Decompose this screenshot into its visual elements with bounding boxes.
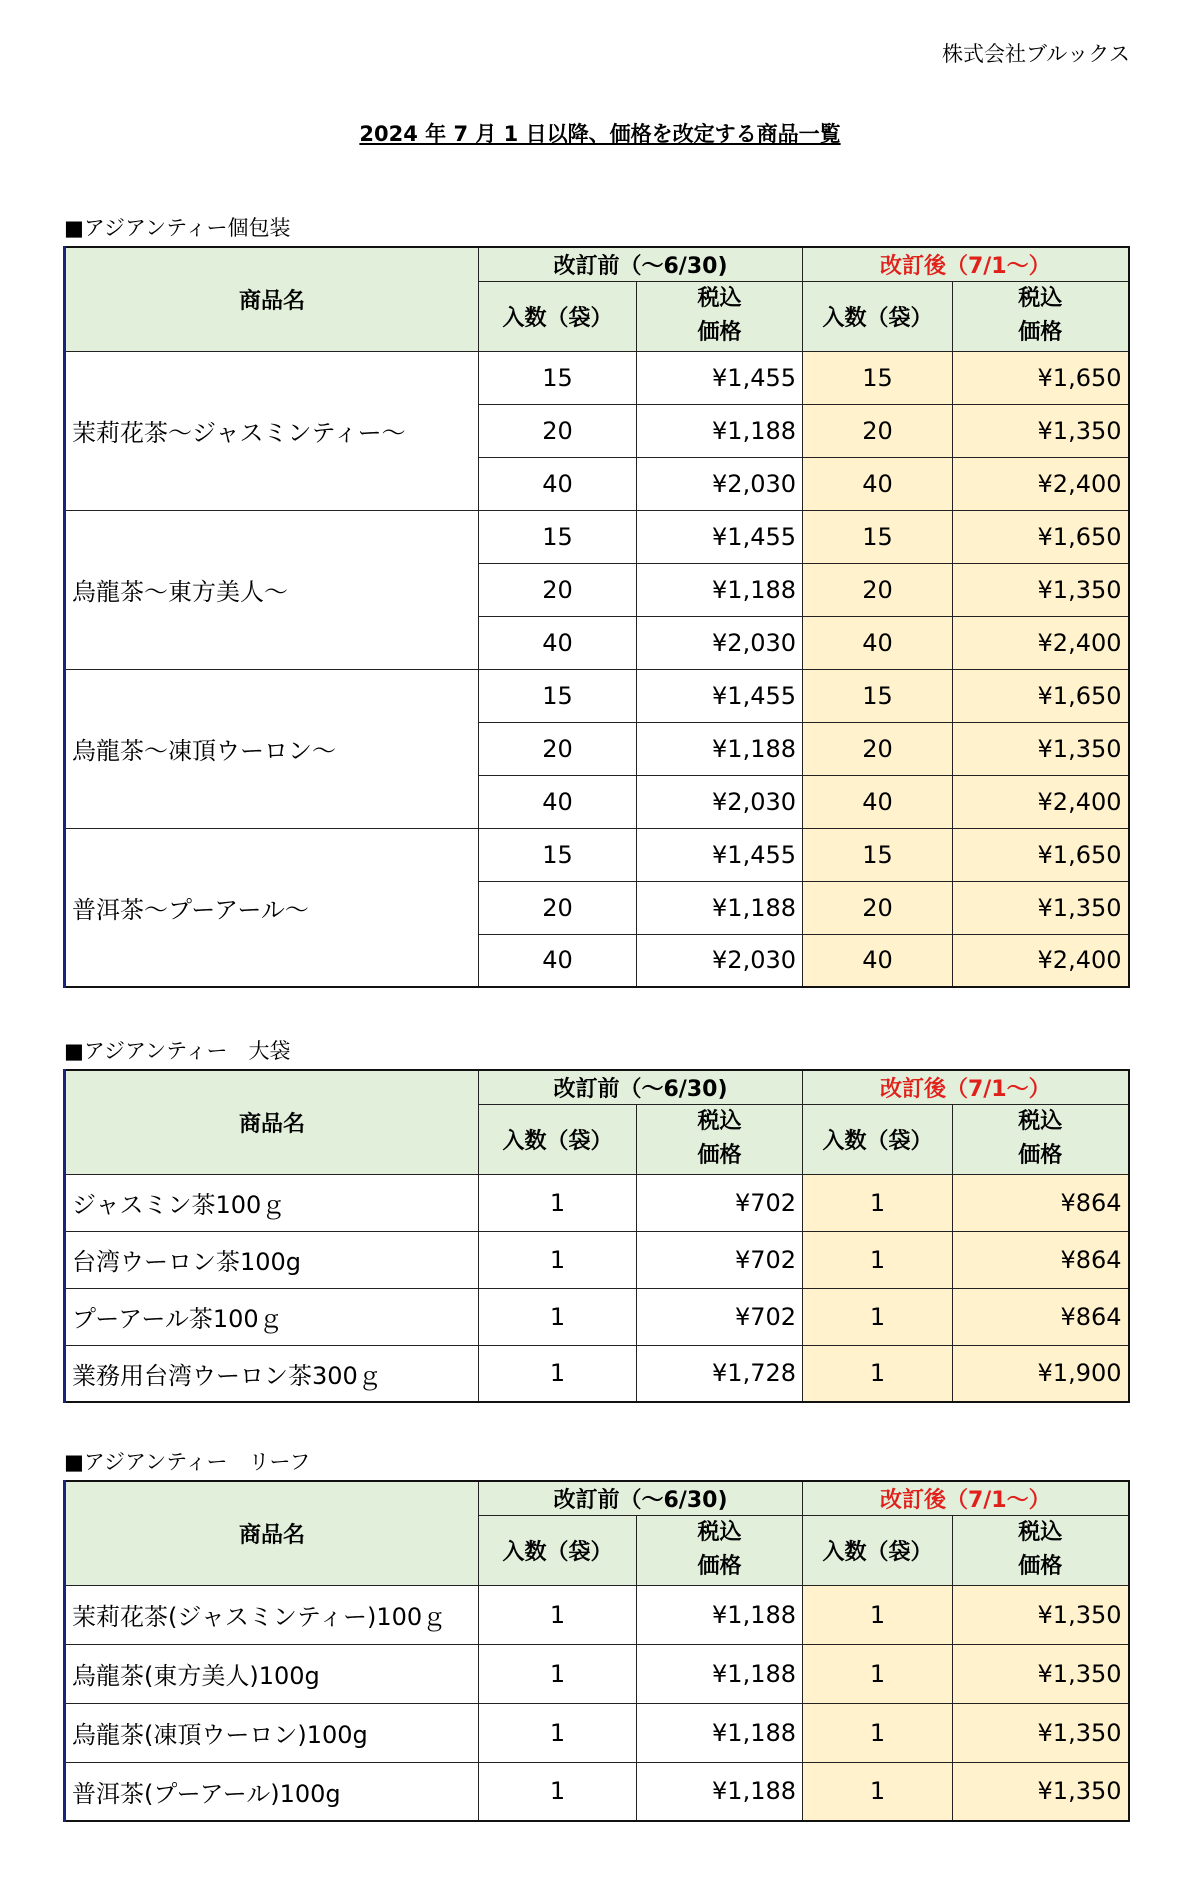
- table-row: [65, 1644, 1129, 1703]
- header-qty-before: 入数（袋）: [479, 1515, 637, 1585]
- table-row: [65, 1231, 1129, 1288]
- qty-before: 20: [479, 563, 637, 616]
- product-name: 普洱茶～プーアール～: [65, 828, 479, 987]
- price-before: ¥1,188: [637, 1762, 803, 1821]
- header-after: 改訂後（7/1～）: [803, 1481, 1129, 1515]
- product-name: 烏龍茶～凍頂ウーロン～: [65, 669, 479, 828]
- price-before: ¥2,030: [637, 934, 803, 987]
- header-before: 改訂前（～6/30): [479, 1070, 803, 1104]
- header-qty-before: 入数（袋）: [479, 1104, 637, 1174]
- qty-before: 1: [479, 1762, 637, 1821]
- price-after: ¥2,400: [953, 457, 1129, 510]
- product-name: 普洱茶(プーアール)100g: [65, 1762, 479, 1821]
- price-after: ¥864: [953, 1288, 1129, 1345]
- price-after: ¥864: [953, 1231, 1129, 1288]
- price-before: ¥702: [637, 1174, 803, 1231]
- qty-after: 1: [803, 1231, 953, 1288]
- price-after: ¥1,350: [953, 1644, 1129, 1703]
- qty-before: 1: [479, 1703, 637, 1762]
- header-product-name: 商品名: [65, 247, 479, 351]
- price-label-top: 税込: [697, 1109, 742, 1134]
- price-before: ¥1,188: [637, 1703, 803, 1762]
- qty-after: 15: [803, 351, 953, 404]
- price-label-bottom: 価格: [1018, 1143, 1063, 1168]
- price-before: ¥2,030: [637, 775, 803, 828]
- qty-before: 15: [479, 510, 637, 563]
- table-row: [65, 1345, 1129, 1402]
- header-price-before: [637, 281, 803, 351]
- header-qty-after: 入数（袋）: [803, 281, 953, 351]
- table-row: [65, 1585, 1129, 1644]
- price-label-bottom: 価格: [697, 320, 742, 345]
- qty-after: 1: [803, 1703, 953, 1762]
- price-label-top: 税込: [1018, 1520, 1063, 1545]
- product-name: 茉莉花茶(ジャスミンティー)100ｇ: [65, 1585, 479, 1644]
- section-label: ■アジアンティー リーフ: [64, 1450, 311, 1474]
- qty-before: 20: [479, 881, 637, 934]
- product-name: プーアール茶100ｇ: [65, 1288, 479, 1345]
- price-after: ¥1,350: [953, 563, 1129, 616]
- product-name: 茉莉花茶～ジャスミンティー～: [65, 351, 479, 510]
- header-after: 改訂後（7/1～）: [803, 1070, 1129, 1104]
- qty-before: 1: [479, 1345, 637, 1402]
- qty-before: 20: [479, 404, 637, 457]
- qty-before: 15: [479, 351, 637, 404]
- product-name: 業務用台湾ウーロン茶300ｇ: [65, 1345, 479, 1402]
- price-after: ¥2,400: [953, 934, 1129, 987]
- price-before: ¥2,030: [637, 457, 803, 510]
- header-price-before: [637, 1104, 803, 1174]
- company-name: 株式会社ブルックス: [942, 42, 1130, 66]
- price-before: ¥1,188: [637, 404, 803, 457]
- price-label-top: 税込: [1018, 1109, 1063, 1134]
- qty-before: 40: [479, 775, 637, 828]
- price-after: ¥1,350: [953, 1585, 1129, 1644]
- qty-before: 20: [479, 722, 637, 775]
- header-product-name: 商品名: [65, 1070, 479, 1174]
- price-after: ¥1,650: [953, 510, 1129, 563]
- qty-after: 40: [803, 934, 953, 987]
- table-row: [65, 669, 1129, 722]
- price-after: ¥1,650: [953, 351, 1129, 404]
- price-before: ¥1,455: [637, 351, 803, 404]
- price-label-top: 税込: [1018, 286, 1063, 311]
- price-before: ¥702: [637, 1231, 803, 1288]
- product-name: 烏龍茶(東方美人)100g: [65, 1644, 479, 1703]
- price-after: ¥1,350: [953, 404, 1129, 457]
- qty-after: 20: [803, 563, 953, 616]
- qty-after: 15: [803, 510, 953, 563]
- qty-after: 15: [803, 828, 953, 881]
- qty-after: 20: [803, 722, 953, 775]
- table-row: [65, 510, 1129, 563]
- qty-after: 40: [803, 775, 953, 828]
- qty-before: 40: [479, 616, 637, 669]
- qty-after: 1: [803, 1174, 953, 1231]
- section-label: ■アジアンティー 大袋: [64, 1039, 291, 1063]
- price-before: ¥1,188: [637, 722, 803, 775]
- product-name: 烏龍茶～東方美人～: [65, 510, 479, 669]
- price-label-bottom: 価格: [697, 1143, 742, 1168]
- price-label-top: 税込: [697, 1520, 742, 1545]
- header-qty-before: 入数（袋）: [479, 281, 637, 351]
- header-price-before: [637, 1515, 803, 1585]
- price-before: ¥1,455: [637, 669, 803, 722]
- table-row: [65, 351, 1129, 404]
- price-table: [63, 246, 1130, 988]
- price-label-top: 税込: [697, 286, 742, 311]
- table-row: [65, 1174, 1129, 1231]
- header-price-after: [953, 281, 1129, 351]
- qty-after: 20: [803, 881, 953, 934]
- product-name: ジャスミン茶100ｇ: [65, 1174, 479, 1231]
- price-before: ¥2,030: [637, 616, 803, 669]
- price-after: ¥1,350: [953, 881, 1129, 934]
- price-table: [63, 1480, 1130, 1822]
- qty-before: 1: [479, 1231, 637, 1288]
- price-before: ¥1,188: [637, 1644, 803, 1703]
- qty-before: 1: [479, 1174, 637, 1231]
- qty-after: 1: [803, 1345, 953, 1402]
- price-before: ¥1,188: [637, 563, 803, 616]
- qty-before: 1: [479, 1644, 637, 1703]
- qty-after: 1: [803, 1644, 953, 1703]
- price-after: ¥2,400: [953, 775, 1129, 828]
- qty-after: 40: [803, 457, 953, 510]
- price-before: ¥1,455: [637, 828, 803, 881]
- document-title: 2024 年 7 月 1 日以降、価格を改定する商品一覧: [359, 122, 841, 146]
- header-price-after: [953, 1104, 1129, 1174]
- header-before: 改訂前（～6/30): [479, 1481, 803, 1515]
- header-before: 改訂前（～6/30): [479, 247, 803, 281]
- price-before: ¥1,188: [637, 881, 803, 934]
- price-label-bottom: 価格: [1018, 320, 1063, 345]
- qty-after: 1: [803, 1762, 953, 1821]
- header-product-name: 商品名: [65, 1481, 479, 1585]
- qty-before: 15: [479, 669, 637, 722]
- price-after: ¥1,350: [953, 1762, 1129, 1821]
- qty-after: 15: [803, 669, 953, 722]
- price-before: ¥1,188: [637, 1585, 803, 1644]
- qty-before: 15: [479, 828, 637, 881]
- price-after: ¥2,400: [953, 616, 1129, 669]
- table-row: [65, 828, 1129, 881]
- price-label-bottom: 価格: [1018, 1554, 1063, 1579]
- price-after: ¥864: [953, 1174, 1129, 1231]
- price-after: ¥1,650: [953, 828, 1129, 881]
- qty-before: 1: [479, 1288, 637, 1345]
- header-qty-after: 入数（袋）: [803, 1104, 953, 1174]
- price-before: ¥1,728: [637, 1345, 803, 1402]
- qty-after: 40: [803, 616, 953, 669]
- qty-after: 1: [803, 1585, 953, 1644]
- product-name: 台湾ウーロン茶100g: [65, 1231, 479, 1288]
- product-name: 烏龍茶(凍頂ウーロン)100g: [65, 1703, 479, 1762]
- qty-after: 1: [803, 1288, 953, 1345]
- header-price-after: [953, 1515, 1129, 1585]
- price-after: ¥1,900: [953, 1345, 1129, 1402]
- price-after: ¥1,650: [953, 669, 1129, 722]
- table-row: [65, 1703, 1129, 1762]
- price-before: ¥702: [637, 1288, 803, 1345]
- header-after: 改訂後（7/1～）: [803, 247, 1129, 281]
- qty-before: 40: [479, 457, 637, 510]
- table-row: [65, 1762, 1129, 1821]
- price-before: ¥1,455: [637, 510, 803, 563]
- price-after: ¥1,350: [953, 722, 1129, 775]
- qty-before: 40: [479, 934, 637, 987]
- price-table: [63, 1069, 1130, 1403]
- price-label-bottom: 価格: [697, 1554, 742, 1579]
- section-label: ■アジアンティー個包装: [64, 216, 291, 240]
- qty-before: 1: [479, 1585, 637, 1644]
- qty-after: 20: [803, 404, 953, 457]
- header-qty-after: 入数（袋）: [803, 1515, 953, 1585]
- price-after: ¥1,350: [953, 1703, 1129, 1762]
- table-row: [65, 1288, 1129, 1345]
